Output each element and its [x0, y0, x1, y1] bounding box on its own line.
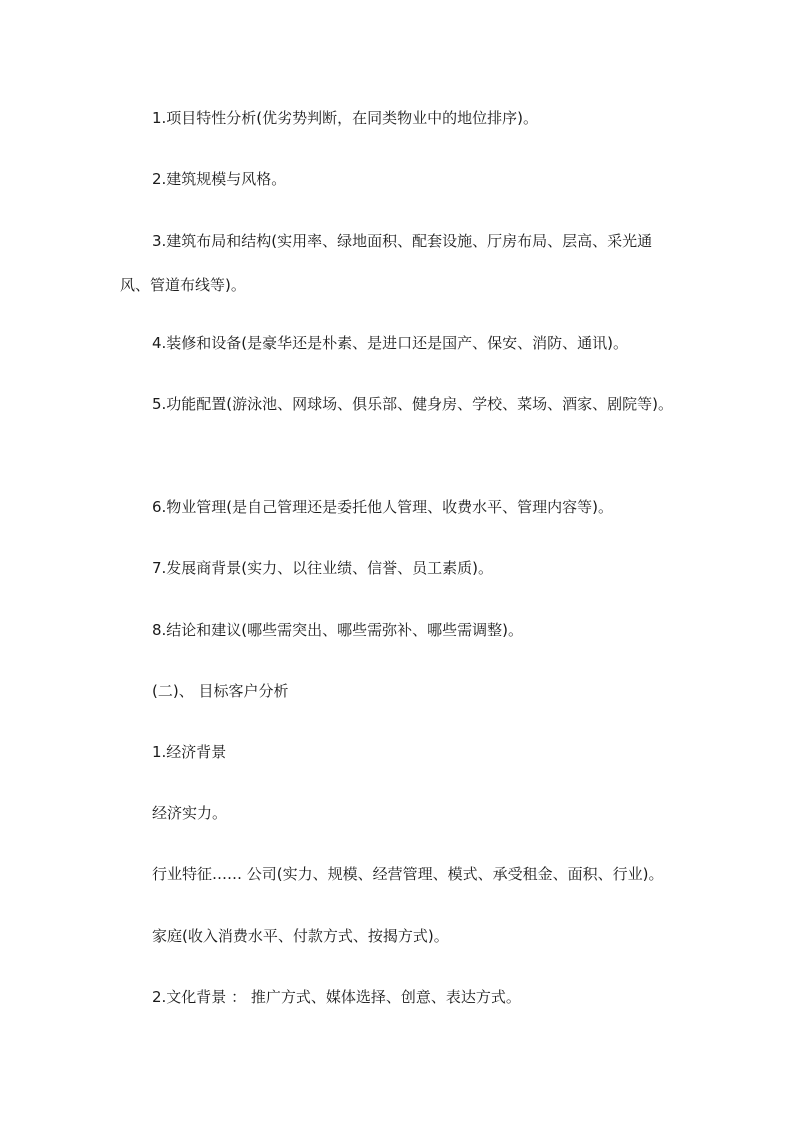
section-heading-target-customers: (二)、 目标客户分析 — [152, 682, 289, 700]
paragraph-industry-features: 行业特征…… 公司(实力、规模、经营管理、模式、承受租金、面积、行业)。 — [152, 865, 664, 883]
paragraph-building-scale: 2.建筑规模与风格。 — [152, 170, 287, 188]
paragraph-developer: 7.发展商背景(实力、以往业绩、信誉、员工素质)。 — [152, 559, 494, 577]
paragraph-conclusion: 8.结论和建议(哪些需突出、哪些需弥补、哪些需调整)。 — [152, 621, 524, 639]
paragraph-economic-background: 1.经济背景 — [152, 743, 227, 761]
paragraph-decoration: 4.装修和设备(是豪华还是朴素、是进口还是国产、保安、消防、通讯)。 — [152, 334, 629, 352]
paragraph-function-config: 5.功能配置(游泳池、网球场、俱乐部、健身房、学校、菜场、酒家、剧院等)。 — [152, 395, 674, 413]
paragraph-property-mgmt: 6.物业管理(是自己管理还是委托他人管理、收费水平、管理内容等)。 — [152, 498, 614, 516]
paragraph-project-analysis: 1.项目特性分析(优劣势判断，在同类物业中的地位排序)。 — [152, 109, 539, 127]
paragraph-building-layout: 3.建筑布局和结构(实用率、绿地面积、配套设施、厅房布局、层高、采光通风、管道布线等)。 — [120, 232, 653, 294]
paragraph-economic-strength: 经济实力。 — [152, 804, 228, 822]
paragraph-household: 家庭(收入消费水平、付款方式、按揭方式)。 — [152, 927, 449, 945]
paragraph-cultural-background: 2.文化背景 ： 推广方式、媒体选择、创意、表达方式。 — [152, 988, 521, 1006]
